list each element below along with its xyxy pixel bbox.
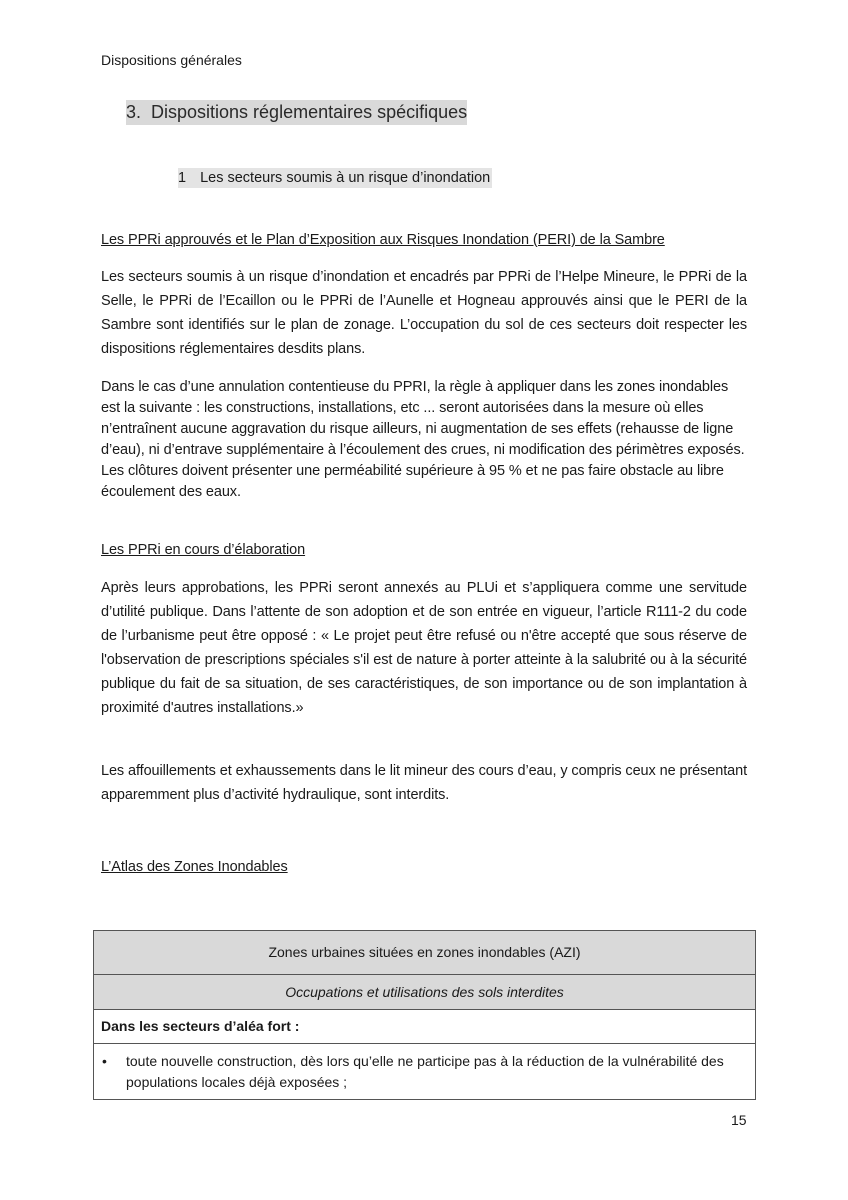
- azi-heading: L’Atlas des Zones Inondables: [101, 859, 288, 875]
- azi-table: [93, 930, 756, 1100]
- section-number: 3.: [126, 102, 142, 122]
- ppri-in-progress-heading: Les PPRi en cours d’élaboration: [101, 542, 306, 558]
- azi-table-bullet-text: toute nouvelle construction, dès lors qu’elle ne participe pas à la réduction de la vulnérabilité des populations locales déjà exposées ;: [126, 1053, 724, 1090]
- section-heading: [126, 100, 467, 125]
- subsection-number: 1: [178, 170, 187, 186]
- ppri-approved-paragraph-1: Les secteurs soumis à un risque d’inondation et encadrés par PPRi de l’Helpe Mineure, le PPRi de la Selle, le PPRi de l’Ecaillon ou le PPRi de l’Aunelle et Hogneau approuvés ainsi que le PERI de la Sambre sont identifiés sur le plan de zonage. L’occupation du sol de ces secteurs doit respecter les dispositions réglementaires desdits plans.: [101, 269, 747, 357]
- azi-table-title: Zones urbaines situées en zones inondables (AZI): [94, 931, 755, 975]
- azi-table-bullet-item: [94, 1044, 755, 1099]
- azi-table-subtitle: Occupations et utilisations des sols interdites: [94, 975, 755, 1010]
- ppri-approved-paragraph-2: Dans le cas d’une annulation contentieuse du PPRI, la règle à appliquer dans les zones inondables est la suivante : les constructions, installations, etc ... seront autorisées dans la mesure où elles n’entraînent aucune aggravation du risque ailleurs, ni augmentation de ses effets (rehausse de ligne d’eau), ni d’entrave supplémentaire à l’écoulement des crues, ni modification des périmètres exposés. Les clôtures doivent présenter une perméabilité supérieure à 95 % et ne pas faire obstacle au libre écoulement des eaux.: [101, 379, 745, 500]
- page-number: 15: [731, 1112, 747, 1128]
- ppri-in-progress-paragraph-2: Les affouillements et exhaussements dans le lit mineur des cours d’eau, y compris ceux ne présentant apparemment plus d’activité hydraulique, sont interdits.: [101, 763, 747, 803]
- section-title: Dispositions réglementaires spécifiques: [151, 102, 468, 122]
- bullet-icon: •: [102, 1053, 107, 1069]
- running-header: Dispositions générales: [101, 52, 242, 68]
- azi-table-label: Dans les secteurs d’aléa fort :: [94, 1010, 755, 1044]
- subsection-title: Les secteurs soumis à un risque d’inondation: [200, 170, 491, 186]
- ppri-in-progress-paragraph-1: Après leurs approbations, les PPRi seront annexés au PLUi et s’appliquera comme une servitude d’utilité publique. Dans l’attente de son adoption et de son entrée en vigueur, l’article R111-2 du code de l’urbanisme peut être opposé : « Le projet peut être refusé ou n'être accepté que sous réserve de l'observation de prescriptions spéciales s'il est de nature à porter atteinte à la salubrité ou à la sécurité publique du fait de sa situation, de ses caractéristiques, de son importance ou de son implantation à proximité d'autres installations.»: [101, 580, 747, 716]
- ppri-approved-heading: Les PPRi approuvés et le Plan d’Exposition aux Risques Inondation (PERI) de la Sambre: [101, 232, 665, 248]
- subsection-heading: [178, 168, 492, 188]
